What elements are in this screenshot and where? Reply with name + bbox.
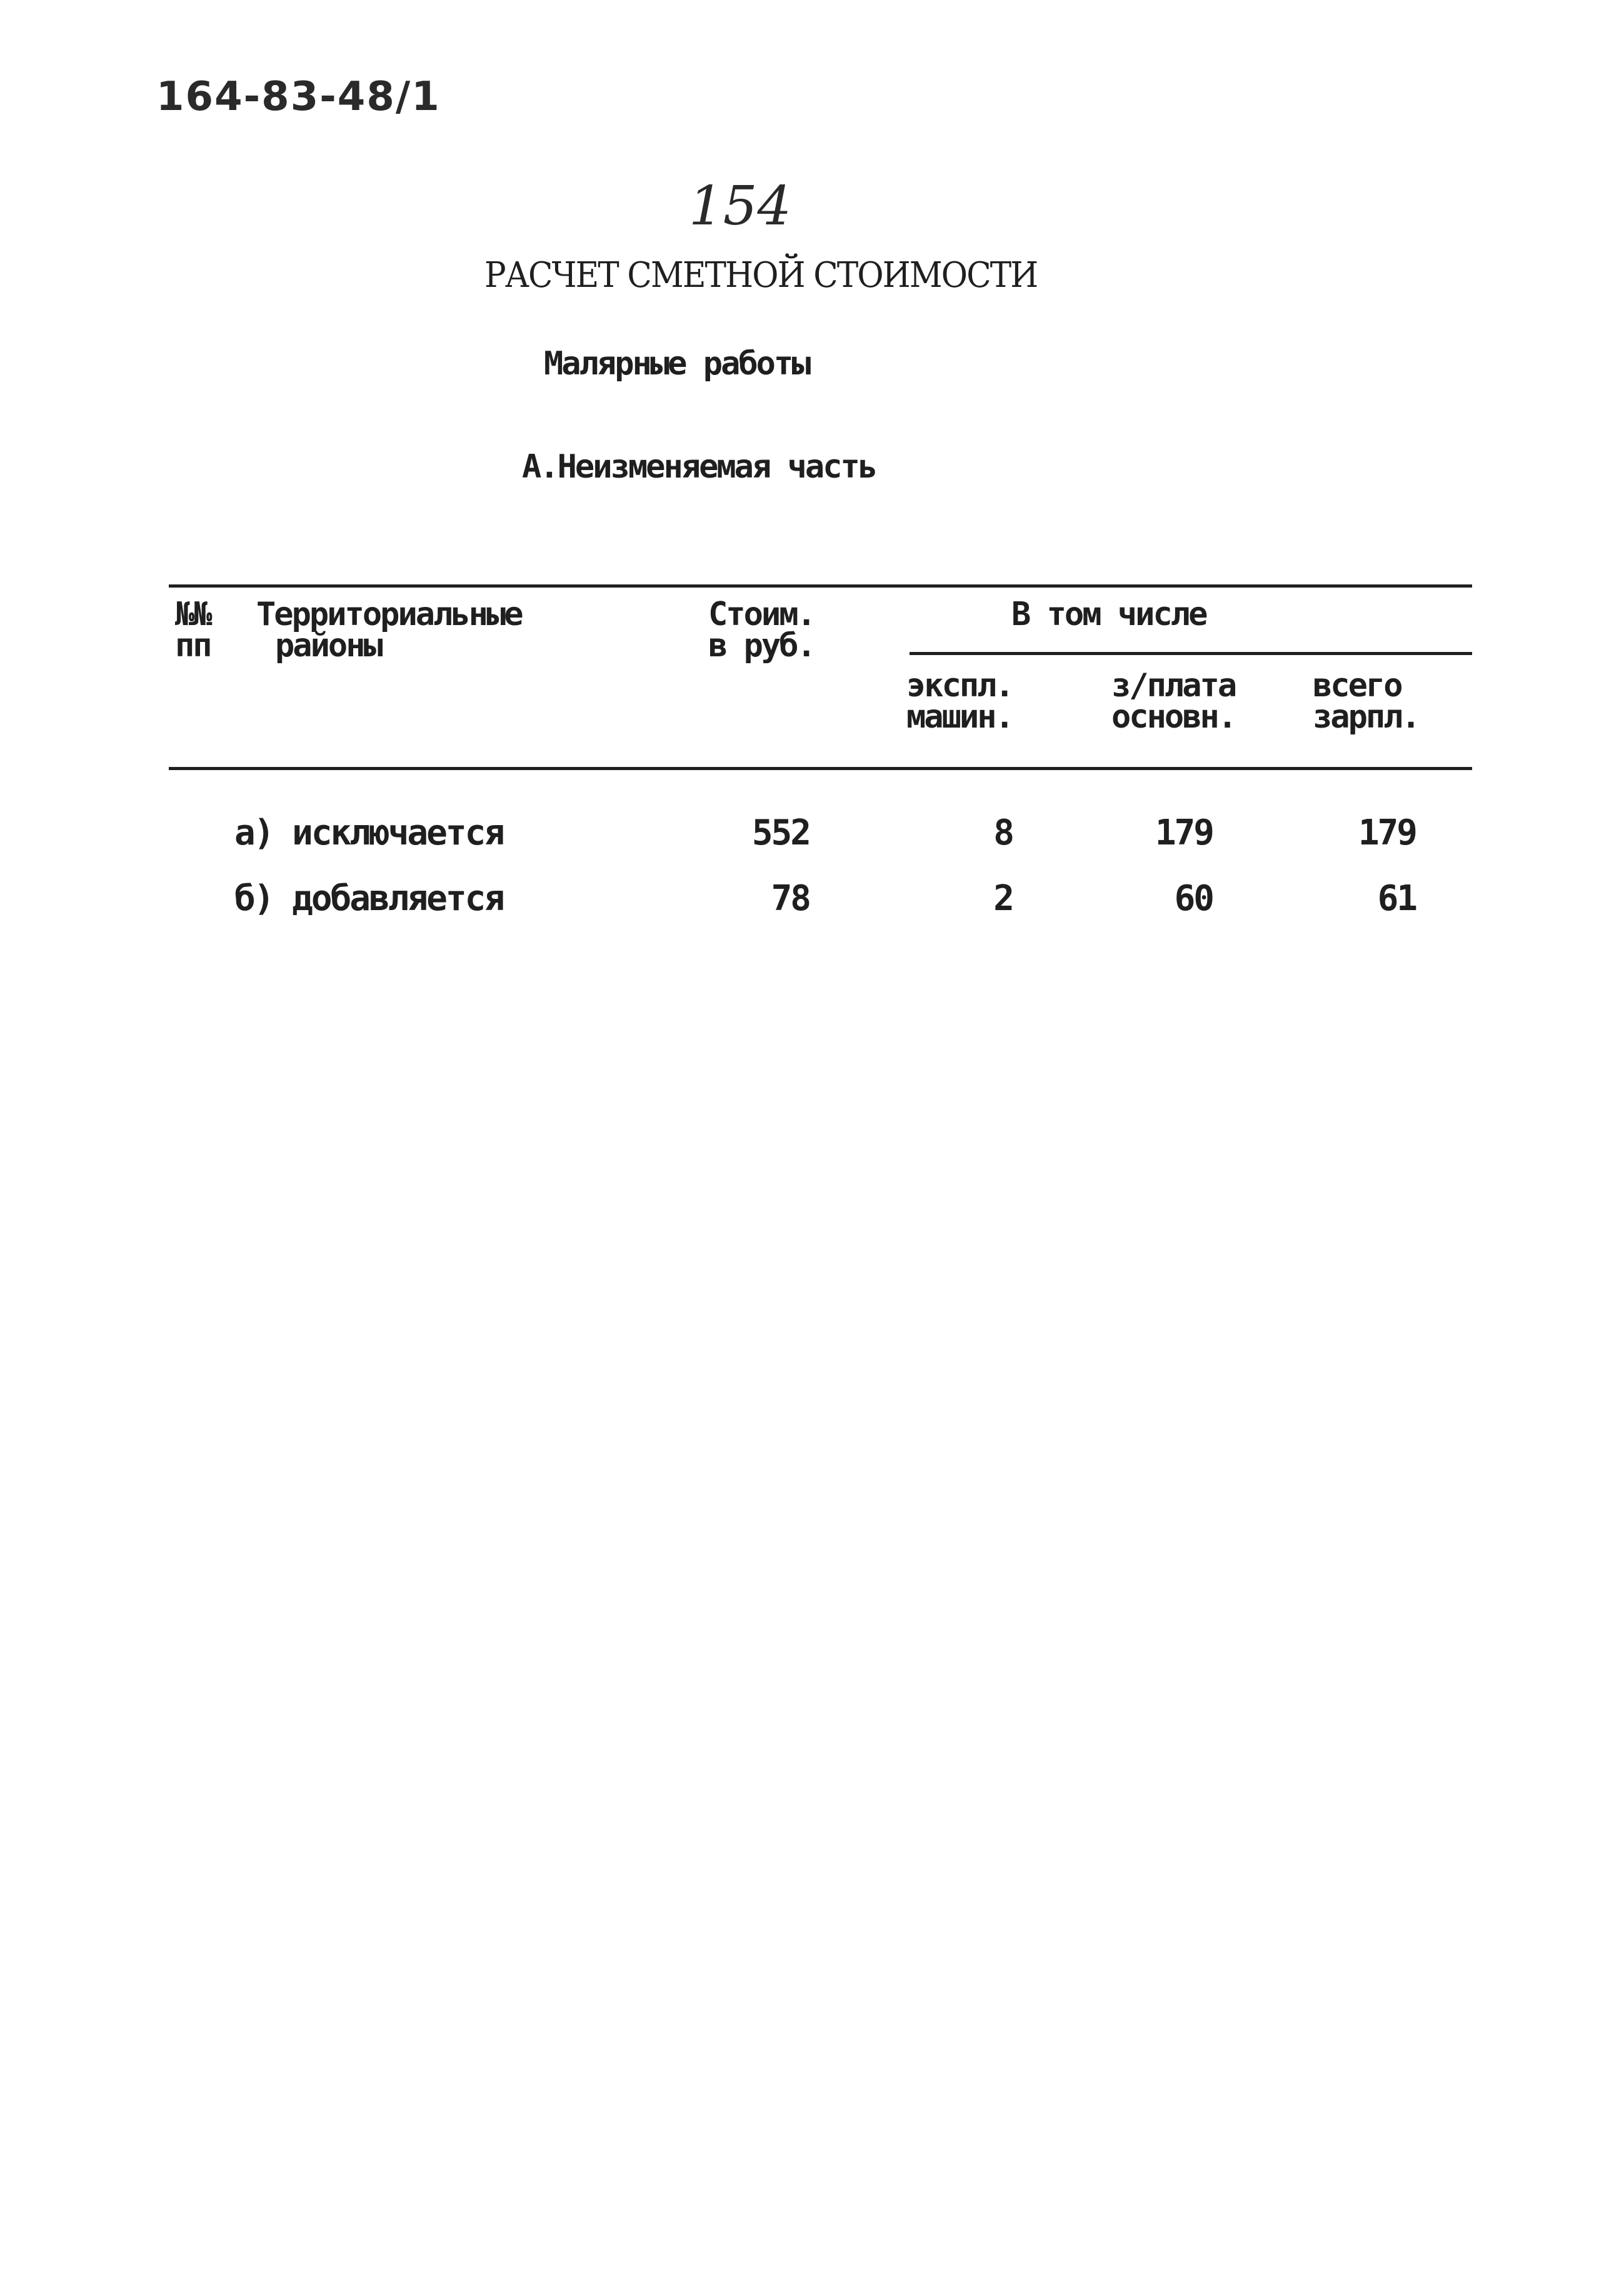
header-region-line2: районы	[275, 627, 381, 664]
header-machines-line1: экспл.	[906, 667, 1013, 704]
row-cost: 552	[751, 813, 809, 853]
row-wage: 60	[1174, 878, 1213, 919]
page-number: 154	[689, 175, 792, 238]
row-label: а) исключается	[234, 813, 504, 853]
document-subtitle: Малярные работы	[544, 345, 809, 383]
header-number-line2: пп	[175, 627, 211, 664]
section-heading: А.Неизменяемая часть	[522, 448, 876, 486]
header-including: В том числе	[1011, 596, 1206, 633]
table-header-bottom-rule	[169, 767, 1472, 770]
row-total-wage: 179	[1358, 813, 1416, 853]
row-cost: 78	[771, 878, 809, 919]
header-machines-line2: машин.	[906, 698, 1013, 736]
row-label: б) добавляется	[234, 878, 504, 919]
header-cost-line2: в руб.	[708, 627, 815, 664]
row-wage: 179	[1155, 813, 1213, 853]
header-total-wage-line2: зарпл.	[1313, 698, 1419, 736]
document-number: 164-83-48/1	[156, 74, 441, 120]
header-region-line1: Территориальные	[256, 596, 522, 633]
document-title: РАСЧЕТ СМЕТНОЙ СТОИМОСТИ	[484, 255, 1038, 296]
header-wage-line2: основн.	[1111, 698, 1236, 736]
row-machines: 2	[993, 878, 1013, 919]
row-machines: 8	[993, 813, 1013, 853]
header-total-wage-line1: всего	[1313, 667, 1401, 704]
row-total-wage: 61	[1377, 878, 1416, 919]
table-top-rule	[169, 584, 1472, 588]
table-subheader-rule	[910, 652, 1472, 655]
header-number-line1: №№	[175, 596, 211, 633]
header-wage-line1: з/плата	[1111, 667, 1236, 704]
header-cost-line1: Стоим.	[708, 596, 815, 633]
